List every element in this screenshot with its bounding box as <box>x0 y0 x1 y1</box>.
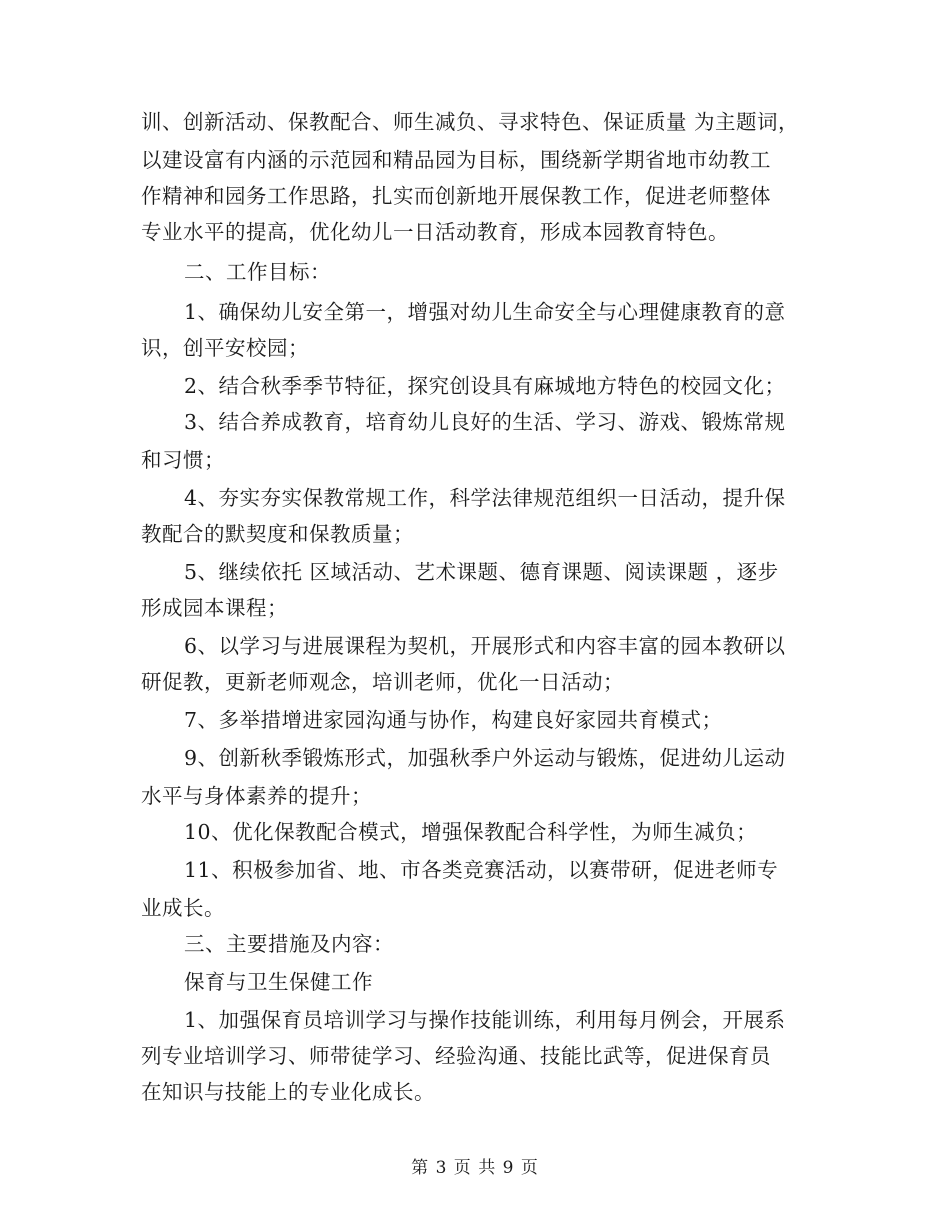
text-line: 和习惯； <box>141 448 225 472</box>
text-line: 列专业培训学习、师带徒学习、经验沟通、技能比武等，促进保育员 <box>141 1044 771 1068</box>
text-line: 11、积极参加省、地、市各类竞赛活动，以赛带研，促进老师专 <box>184 858 779 882</box>
text-line: 1、加强保育员培训学习与操作技能训练，利用每月例会，开展系 <box>184 1008 786 1032</box>
text-line: 作精神和园务工作思路，扎实而创新地开展保教工作，促进老师整体 <box>141 184 771 208</box>
text-line: 5、继续依托 区域活动、艺术课题、德育课题、阅读课题 ，逐步 <box>184 560 779 584</box>
text-line: 形成园本课程； <box>141 596 288 620</box>
text-line: 教配合的默契度和保教质量； <box>141 522 414 546</box>
text-line: 3、结合养成教育，培育幼儿良好的生活、学习、游戏、锻炼常规 <box>184 410 786 434</box>
text-line: 业成长。 <box>141 896 225 920</box>
text-line: 7、多举措增进家园沟通与协作，构建良好家园共育模式； <box>184 708 723 732</box>
text-line: 6、以学习与进展课程为契机，开展形式和内容丰富的园本教研以 <box>184 634 786 658</box>
section-heading: 二、工作目标： <box>184 260 331 284</box>
text-line: 水平与身体素养的提升； <box>141 784 372 808</box>
text-line: 9、创新秋季锻炼形式，加强秋季户外运动与锻炼，促进幼儿运动 <box>184 746 786 770</box>
subsection-heading: 保育与卫生保健工作 <box>184 970 373 994</box>
text-line: 训、创新活动、保教配合、师生减负、寻求特色、保证质量 为主题词， <box>141 110 800 134</box>
text-line: 10、优化保教配合模式，增强保教配合科学性，为师生减负； <box>184 820 758 844</box>
text-line: 识，创平安校园； <box>141 336 309 360</box>
text-line: 1、确保幼儿安全第一，增强对幼儿生命安全与心理健康教育的意 <box>184 300 786 324</box>
text-line: 研促教，更新老师观念，培训老师，优化一日活动； <box>141 670 624 694</box>
text-line: 4、夯实夯实保教常规工作，科学法律规范组织一日活动，提升保 <box>184 486 786 510</box>
text-line: 2、结合秋季季节特征，探究创设具有麻城地方特色的校园文化； <box>184 374 786 398</box>
text-line: 在知识与技能上的专业化成长。 <box>141 1080 435 1104</box>
section-heading: 三、主要措施及内容： <box>184 932 394 956</box>
page-number-footer: 第 3 页 共 9 页 <box>411 1158 539 1178</box>
text-line: 专业水平的提高，优化幼儿一日活动教育，形成本园教育特色。 <box>141 220 729 244</box>
text-line: 以建设富有内涵的示范园和精品园为目标，围绕新学期省地市幼教工 <box>141 148 771 172</box>
